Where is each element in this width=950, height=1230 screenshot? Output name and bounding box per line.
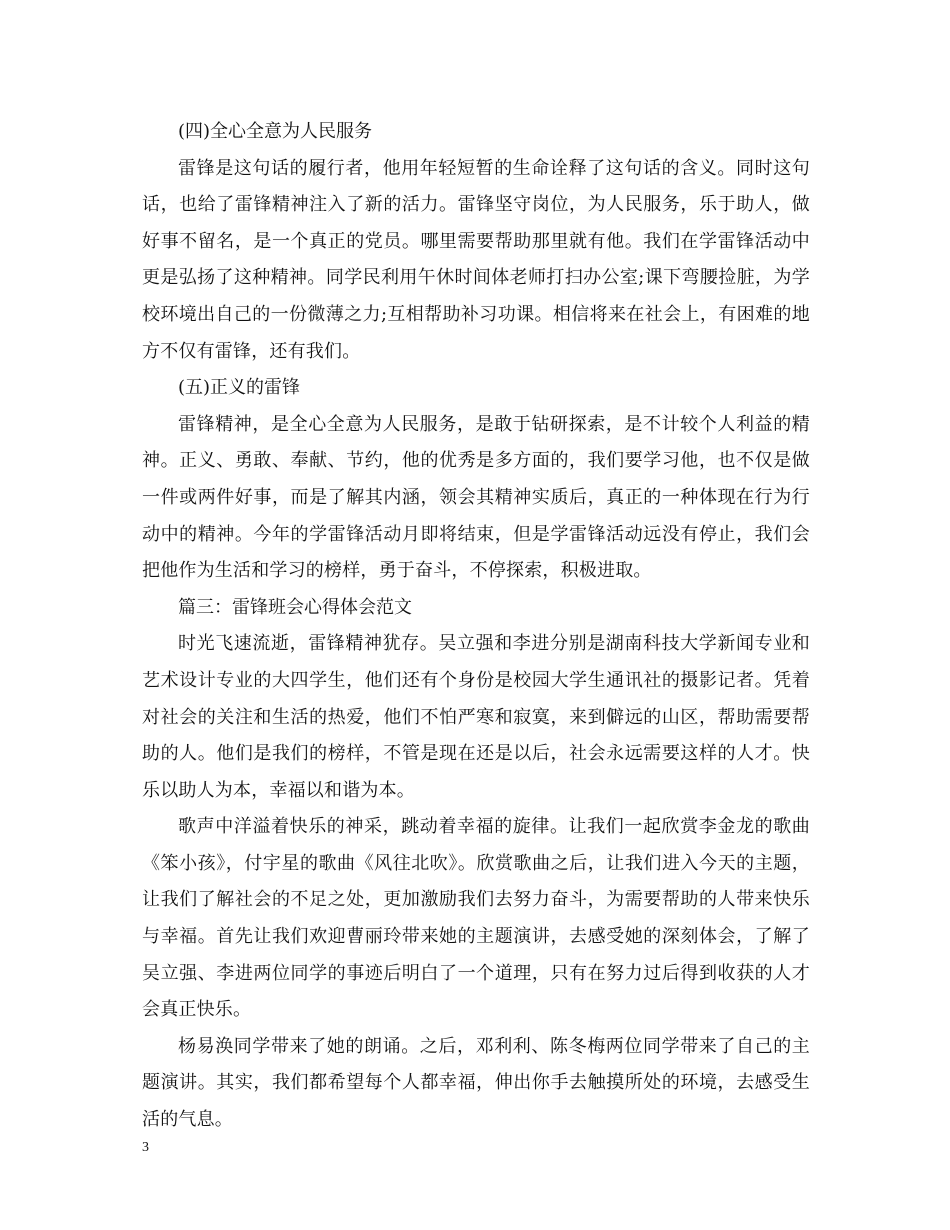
section-paragraph-5: 雷锋精神，是全心全意为人民服务，是敢于钻研探索，是不计较个人利益的精神。正义、勇敢、奉献、节约，他的优秀是多方面的，我们要学习他，也不仅是做一件或两件好事，而是了解其内涵，领会其精神实质后，真正的一种体现在行为行动中的精神。今年的学雷锋活动月即将结束，但是学雷锋活动远没有停止，我们会把他作为生活和学习的榜样，勇于奋斗，不停探索，积极进取。 — [142, 413, 810, 582]
part-3-paragraph-3: 杨易涣同学带来了她的朗诵。之后，邓利利、陈冬梅两位同学带来了自己的主题演讲。其实，我们都希望每个人都幸福，伸出你手去触摸所处的环境，去感受生活的气息。 — [142, 1035, 810, 1131]
part-3-paragraph-2: 歌声中洋溢着快乐的神采，跳动着幸福的旋律。让我们一起欣赏李金龙的歌曲《笨小孩》，付宇星的歌曲《风往北吹》。欣赏歌曲之后，让我们进入今天的主题，让我们了解社会的不足之处，更加激励我们去努力奋斗，为需要帮助的人带来快乐与幸福。首先让我们欢迎曹丽玲带来她的主题演讲，去感受她的深刻体会，了解了吴立强、李进两位同学的事迹后明白了一个道理，只有在努力过后得到收获的人才会真正快乐。 — [142, 816, 810, 1021]
section-heading-4: (四)全心全意为人民服务 — [178, 121, 373, 142]
section-paragraph-4: 雷锋是这句话的履行者，他用年轻短暂的生命诠释了这句话的含义。同时这句话，也给了雷锋精神注入了新的活力。雷锋坚守岗位，为人民服务，乐于助人，做好事不留名，是一个真正的党员。哪里需要帮助那里就有他。我们在学雷锋活动中更是弘扬了这种精神。同学民利用午休时间体老师打扫办公室;课下弯腰捡脏，为学校环境出自己的一份微薄之力;互相帮助补习功课。相信将来在社会上，有困难的地方不仅有雷锋，还有我们。 — [142, 157, 810, 362]
part-3-paragraph-1: 时光飞速流逝，雷锋精神犹存。吴立强和李进分别是湖南科技大学新闻专业和艺术设计专业的大四学生，他们还有个身份是校园大学生通讯社的摄影记者。凭着对社会的关注和生活的热爱，他们不怕严寒和寂寞，来到僻远的山区，帮助需要帮助的人。他们是我们的榜样，不管是现在还是以后，社会永远需要这样的人才。快乐以助人为本，幸福以和谐为本。 — [142, 633, 810, 801]
part-3-heading: 篇三：雷锋班会心得体会范文 — [178, 596, 412, 618]
page-number: 3 — [142, 1140, 149, 1155]
document-body — [142, 114, 810, 1139]
section-heading-5: (五)正义的雷锋 — [178, 377, 301, 399]
